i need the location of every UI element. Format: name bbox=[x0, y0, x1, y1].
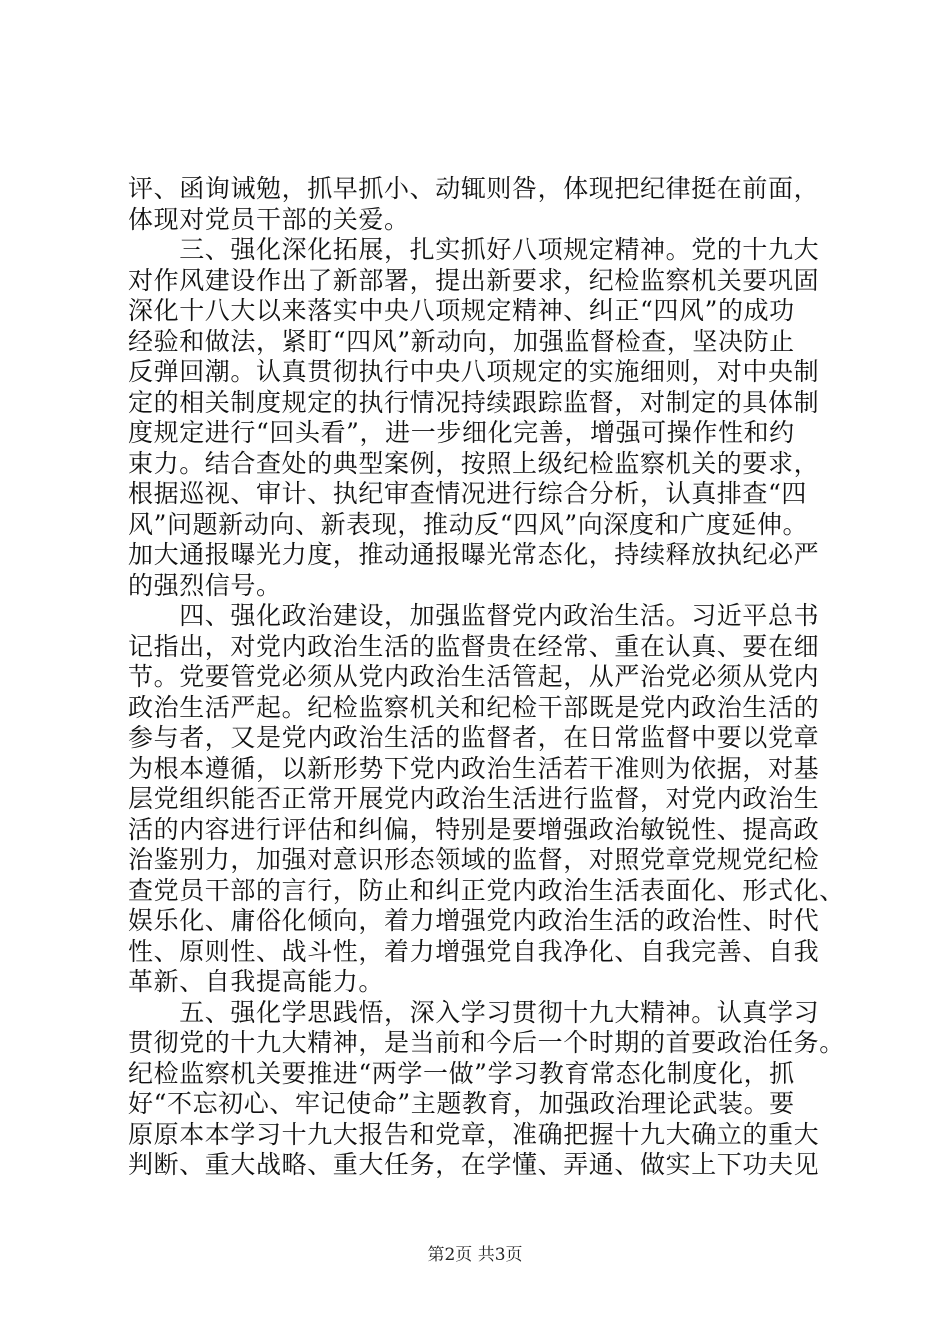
page-footer: 第2页 共3页 bbox=[427, 1245, 523, 1265]
text-line: 参与者，又是党内政治生活的监督者，在日常监督中要以党章 bbox=[128, 723, 820, 752]
text-line: 对作风建设作出了新部署，提出新要求，纪检监察机关要巩固 bbox=[128, 265, 820, 295]
text-line: 活的内容进行评估和纠偏，特别是要增强政治敏锐性、提高政 bbox=[128, 814, 820, 844]
text-line: 三、强化深化拓展，扎实抓好八项规定精神。党的十九大 bbox=[128, 235, 820, 264]
text-line: 评、函询诫勉，抓早抓小、动辄则咎，体现把纪律挺在前面， bbox=[128, 174, 820, 203]
document-body bbox=[128, 174, 848, 1181]
text-line: 束力。结合查处的典型案例，按照上级纪检监察机关的要求， bbox=[128, 448, 820, 478]
text-line: 性、原则性、战斗性，着力增强党自我净化、自我完善、自我 bbox=[128, 936, 820, 966]
text-line: 的强烈信号。 bbox=[128, 570, 282, 600]
text-line: 原原本本学习十九大报告和党章，准确把握十九大确立的重大 bbox=[128, 1119, 820, 1149]
text-line: 为根本遵循，以新形势下党内政治生活若干准则为依据，对基 bbox=[128, 753, 820, 783]
text-line: 判断、重大战略、重大任务，在学懂、弄通、做实上下功夫见 bbox=[128, 1150, 820, 1179]
text-line: 节。党要管党必须从党内政治生活管起，从严治党必须从党内 bbox=[128, 662, 820, 691]
text-line: 根据巡视、审计、执纪审查情况进行综合分析，认真排查“四 bbox=[128, 479, 807, 508]
text-line: 纪检监察机关要推进“两学一做”学习教育常态化制度化，抓 bbox=[128, 1058, 795, 1088]
text-line: 反弹回潮。认真贯彻执行中央八项规定的实施细则，对中央制 bbox=[128, 357, 820, 386]
text-line: 贯彻党的十九大精神，是当前和今后一个时期的首要政治任务。 bbox=[128, 1028, 845, 1057]
text-line: 度规定进行“回头看”，进一步细化完善，增强可操作性和约 bbox=[128, 418, 795, 447]
text-line: 经验和做法，紧盯“四风”新动向，加强监督检查，坚决防止 bbox=[128, 326, 795, 356]
text-line: 治鉴别力，加强对意识形态领域的监督，对照党章党规党纪检 bbox=[128, 845, 820, 874]
text-line: 深化十八大以来落实中央八项规定精神、纠正“四风”的成功 bbox=[128, 296, 795, 325]
text-line: 政治生活严起。纪检监察机关和纪检干部既是党内政治生活的 bbox=[128, 692, 820, 722]
text-line: 五、强化学思践悟，深入学习贯彻十九大精神。认真学习 bbox=[128, 997, 820, 1027]
text-line: 定的相关制度规定的执行情况持续跟踪监督，对制定的具体制 bbox=[128, 387, 820, 417]
text-line: 好“不忘初心、牢记使命”主题教育，加强政治理论武装。要 bbox=[128, 1089, 795, 1118]
text-line: 革新、自我提高能力。 bbox=[128, 967, 385, 996]
text-line: 体现对党员干部的关爱。 bbox=[128, 204, 410, 234]
text-line: 记指出，对党内政治生活的监督贵在经常、重在认真、要在细 bbox=[128, 631, 820, 661]
text-line: 加大通报曝光力度，推动通报曝光常态化，持续释放执纪必严 bbox=[128, 540, 820, 569]
text-line: 风”问题新动向、新表现，推动反“四风”向深度和广度延伸。 bbox=[128, 509, 809, 539]
text-line: 查党员干部的言行，防止和纠正党内政治生活表面化、形式化、 bbox=[128, 875, 845, 905]
text-line: 娱乐化、庸俗化倾向，着力增强党内政治生活的政治性、时代 bbox=[128, 906, 820, 935]
text-line: 四、强化政治建设，加强监督党内政治生活。习近平总书 bbox=[128, 601, 820, 630]
text-line: 层党组织能否正常开展党内政治生活进行监督，对党内政治生 bbox=[128, 784, 820, 813]
